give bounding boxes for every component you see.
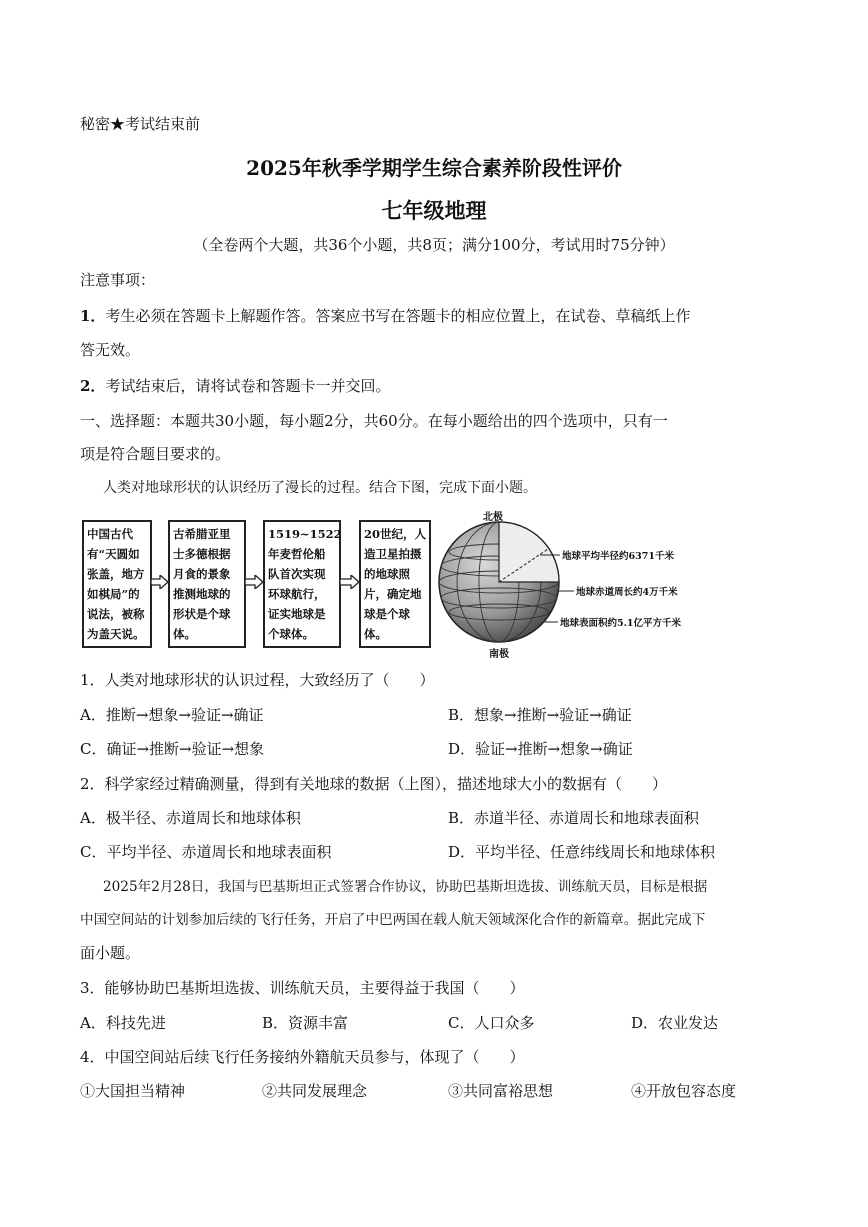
q4-option-1: ①大国担当精神 <box>80 1082 186 1100</box>
q4-option-4: ④开放包容态度 <box>631 1082 737 1100</box>
q2-option-a: A．极半径、赤道周长和地球体积 <box>80 809 301 827</box>
q2-option-b: B．赤道半径、赤道周长和地球表面积 <box>448 809 700 827</box>
figure-arrow-3 <box>340 575 360 589</box>
q3-option-b: B．资源丰富 <box>262 1014 349 1032</box>
passage-2-line-2: 中国空间站的计划参加后续的飞行任务，开启了中巴两国在载人航天领域深化合作的新篇章。据此完成下 <box>80 912 706 928</box>
q1-option-a: A．推断→想象→验证→确证 <box>80 706 264 724</box>
q3-stem: 3．能够协助巴基斯坦选拔、训练航天员，主要得益于我国（ ） <box>80 979 525 997</box>
notice-heading: 注意事项： <box>80 271 156 289</box>
q3-option-d: D．农业发达 <box>631 1014 719 1032</box>
section-1-intro-cont: 项是符合题目要求的。 <box>80 445 231 463</box>
section-1-intro: 一、选择题：本题共30小题，每小题2分，共60分。在每小题给出的四个选项中，只有一 <box>80 412 668 430</box>
notice-item-1-cont: 答无效。 <box>80 341 141 359</box>
q3-option-c: C．人口众多 <box>448 1014 535 1032</box>
q3-option-a: A．科技先进 <box>80 1014 166 1032</box>
globe-radius-label: 地球平均半径约6371千米 <box>562 551 674 562</box>
q2-stem: 2．科学家经过精确测量，得到有关地球的数据（上图），描述地球大小的数据有（ ） <box>80 775 668 793</box>
notice-item-2-number: 2． <box>80 377 106 395</box>
q1-option-c: C．确证→推断→验证→想象 <box>80 740 265 758</box>
passage-2-line-3: 面小题。 <box>80 944 141 962</box>
globe-diagram <box>432 504 694 660</box>
figure-box-satellite-text: 20世纪，人造卫星拍摄的地球照片，确定地球是个球体。 <box>364 527 427 641</box>
q1-stem: 1．人类对地球形状的认识过程，大致经历了（ ） <box>80 671 435 689</box>
q4-option-3: ③共同富裕思想 <box>448 1082 554 1100</box>
notice-item-2 <box>80 376 390 396</box>
q4-stem: 4．中国空间站后续飞行任务接纳外籍航天员参与，体现了（ ） <box>80 1048 525 1066</box>
q1-option-d: D．验证→推断→想象→确证 <box>448 740 633 758</box>
globe-north-pole-label: 北极 <box>483 512 503 523</box>
passage-2-line-1: 2025年2月28日，我国与巴基斯坦正式签署合作协议，协助巴基斯坦选拔、训练航天员，目标是根据 <box>103 879 708 895</box>
figure-box-magellan-text: 1519~1522年麦哲伦船队首次实现环球航行，证实地球是个球体。 <box>268 527 342 641</box>
figure-box-ancient-china <box>82 520 152 648</box>
figure-box-ancient-china-text: 中国古代有“天圆如张盖，地方如棋局”的说法，被称为盖天说。 <box>87 527 145 641</box>
q2-option-c: C．平均半径、赤道周长和地球表面积 <box>80 843 332 861</box>
globe-area-label: 地球表面积约5.1亿平方千米 <box>560 618 682 629</box>
globe-cutaway <box>499 522 559 582</box>
figure-box-aristotle <box>168 520 246 648</box>
globe-south-pole-label: 南极 <box>489 649 509 660</box>
notice-item-1-number: 1． <box>80 307 106 325</box>
exam-info: （全卷两个大题，共36个小题，共8页；满分100分，考试用时75分钟） <box>193 236 675 254</box>
figure-box-aristotle-text: 古希腊亚里士多德根据月食的景象推测地球的形状是个球体。 <box>173 527 231 641</box>
figure-arrow-1 <box>151 575 169 589</box>
q1-option-b: B．想象→推断→验证→确证 <box>448 706 632 724</box>
notice-item-1 <box>80 306 690 326</box>
notice-item-2-text: 考试结束后，请将试卷和答题卡一并交回。 <box>105 377 391 395</box>
figure-box-satellite <box>359 520 431 648</box>
figure-arrow-2 <box>245 575 264 589</box>
passage-1: 人类对地球形状的认识经历了漫长的过程。结合下图，完成下面小题。 <box>103 480 537 496</box>
exam-title: 2025年秋季学期学生综合素养阶段性评价 <box>246 156 622 180</box>
q4-option-2: ②共同发展理念 <box>262 1082 368 1100</box>
subject-title: 七年级地理 <box>381 198 487 223</box>
notice-item-1-text: 考生必须在答题卡上解题作答。答案应书写在答题卡的相应位置上，在试卷、草稿纸上作 <box>105 307 691 325</box>
q2-option-d: D．平均半径、任意纬线周长和地球体积 <box>448 843 716 861</box>
secret-label: 秘密★考试结束前 <box>80 115 201 133</box>
globe-equator-label: 地球赤道周长约4万千米 <box>576 587 678 598</box>
figure-box-magellan <box>263 520 341 648</box>
